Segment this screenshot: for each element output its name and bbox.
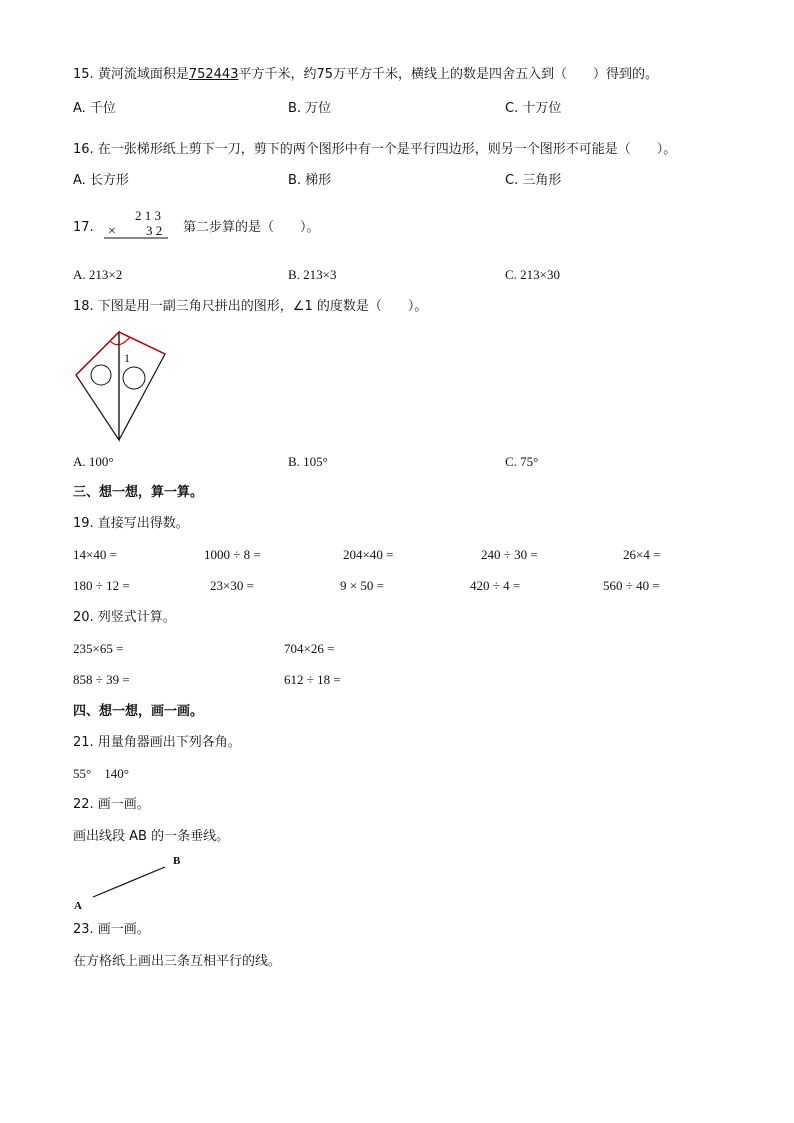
q17-option-a[interactable]: A. 213×2 (73, 267, 123, 282)
point-a-label: A (74, 900, 82, 912)
q19-r1-c4: 240 ÷ 30 = (481, 547, 538, 562)
point-b-label: B (173, 855, 181, 867)
q19-r1-c2: 1000 ÷ 8 = (204, 547, 261, 562)
question-16: 16. 在一张梯形纸上剪下一刀，剪下的两个图形中有一个是平行四边形，则另一个图形不可能是（ ）。 (73, 142, 677, 157)
q20-item-4: 612 ÷ 18 = (284, 672, 341, 687)
q16-option-a[interactable]: A. 长方形 (73, 173, 129, 188)
q21-angles: 55° 140° (73, 766, 129, 781)
q20-item-2: 704×26 = (284, 641, 335, 656)
q17-multiplier: 3 2 (146, 223, 163, 238)
q17-option-c[interactable]: C. 213×30 (505, 267, 561, 282)
q15-option-b[interactable]: B. 万位 (288, 101, 332, 116)
question-22: 22. 画一画。 (73, 797, 150, 812)
q16-option-b[interactable]: B. 梯形 (288, 173, 332, 188)
q19-r1-c5: 26×4 = (623, 547, 661, 562)
question-23-instruction: 在方格纸上画出三条互相平行的线。 (73, 954, 282, 969)
q19-r2-c1: 180 ÷ 12 = (73, 578, 130, 593)
question-19: 19. 直接写出得数。 (73, 516, 189, 531)
question-21: 21. 用量角器画出下列各角。 (73, 735, 241, 750)
q18-option-a[interactable]: A. 100° (73, 454, 114, 469)
q19-r2-c4: 420 ÷ 4 = (470, 578, 521, 593)
question-15-number: 15. (73, 67, 94, 82)
question-18: 18. 下图是用一副三角尺拼出的图形，∠1 的度数是（ ）。 (73, 299, 428, 314)
q19-r2-c3: 9 × 50 = (340, 578, 384, 593)
question-17-number: 17. (73, 220, 94, 235)
q20-item-3: 858 ÷ 39 = (73, 672, 130, 687)
q18-option-b[interactable]: B. 105° (288, 454, 328, 469)
question-15-text-post: 平方千米，约75万平方千米，横线上的数是四舍五入到（ ）得到的。 (238, 67, 659, 82)
question-15-underlined-number: 752443 (188, 67, 239, 82)
q15-option-c[interactable]: C. 十万位 (505, 101, 562, 116)
q19-r1-c3: 204×40 = (343, 547, 394, 562)
q19-r1-c1: 14×40 = (73, 547, 117, 562)
q20-item-1: 235×65 = (73, 641, 124, 656)
q18-option-c[interactable]: C. 75° (505, 454, 539, 469)
section-4-heading: 四、想一想，画一画。 (73, 704, 204, 719)
question-22-instruction: 画出线段 AB 的一条垂线。 (73, 829, 230, 844)
angle-1-label: 1 (124, 351, 130, 365)
q17-times-sign: × (108, 224, 116, 239)
q19-r2-c2: 23×30 = (210, 578, 254, 593)
question-15-text-pre: 黄河流域面积是 (97, 67, 189, 82)
question-17-text: 第二步算的是（ ）。 (183, 220, 320, 235)
question-20: 20. 列竖式计算。 (73, 610, 176, 625)
q17-multiplicand: 2 1 3 (135, 208, 161, 223)
q16-option-c[interactable]: C. 三角形 (505, 173, 562, 188)
question-23: 23. 画一画。 (73, 922, 150, 937)
q15-option-a[interactable]: A. 千位 (73, 101, 116, 116)
q17-option-b[interactable]: B. 213×3 (288, 267, 337, 282)
section-3-heading: 三、想一想，算一算。 (73, 485, 204, 500)
q19-r2-c5: 560 ÷ 40 = (603, 578, 660, 593)
